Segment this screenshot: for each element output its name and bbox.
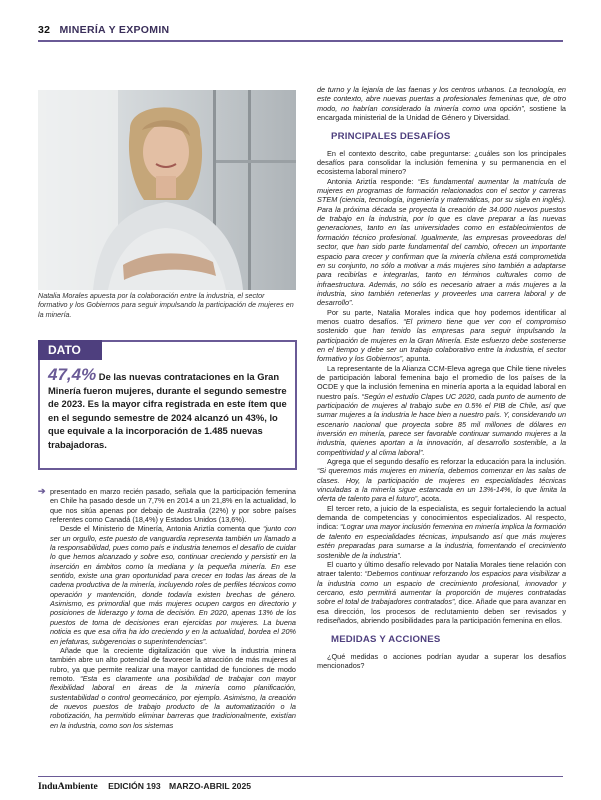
continuation-arrow-icon: ➔ xyxy=(38,486,46,496)
quote-span: de turno y la lejanía de las faenas y los centros urbanos. La tecnología, en este contexto, abre nuevas puertas a profesionales femeninas que, de otro modo, no habrían considerado la minería como una opción”, xyxy=(317,85,566,113)
issue-date: MARZO-ABRIL 2025 xyxy=(169,781,252,791)
text-span: Desde el Ministerio de Minería, Antonia Ariztía comenta que xyxy=(60,524,264,534)
right-paragraph-4 xyxy=(317,364,566,457)
text-span: acota. xyxy=(419,494,442,504)
section-title: MINERÍA Y EXPOMIN xyxy=(59,24,170,36)
quote-span: “Debemos continuar reforzando los espacios para visibilizar a la industria como un espacio de crecimiento profesional, innovador y cercano, esto permitirá aumentar la proporción de mujeres contratadas sobre el total de trabajadores contratados”, xyxy=(317,569,567,607)
quote-span: “El primero tiene que ver con el compromiso sostenido que han tenido las empresas para seguir impulsando la participación de mujeres en la Gran Minería. Este esfuerzo debe sostenerse en el tiempo y debe ser un trabajo colaborativo entre la industria, el sector formativo y los Gobiernos”, xyxy=(317,316,566,364)
right-paragraph-7 xyxy=(317,560,566,625)
dato-text xyxy=(48,365,291,451)
text-span: apunta. xyxy=(404,354,431,364)
quote-span: “Esta es claramente una posibilidad de trabajar con mayor flexibilidad laboral en áreas de la minería como planificación, sustentabilidad o control geomecánico, por ejemplo. Asimismo, la creación de nuevos puestos de trabajo producto de la automatización o la robotización, ha permitido eliminar barreras que tradicionalmente, existían en la industria, como son los sistemas xyxy=(50,673,296,730)
quote-span: “junto con ser un orgullo, este puesto de vanguardia representa también un llamado a la responsabilidad, pues como país e industria tenemos el desafío de cuidar lo que hemos alcanzado y sobre eso, continuar creciendo y persistir en la inserción en ámbitos como la mediana y la pequeña minería. En ese sentido, existe una gran oportunidad para crecer en todas las áreas de la cadena productiva de la minería, incluyendo roles de perfiles técnicos como operación y mantención, donde todavía existen brechas de género. Asimismo, es primordial que más mujeres ocupen cargos en directorio y posiciones de liderazgo y toma de decisión. En 2020, apenas 13% de los puestos de toma de decisiones eran ejercidas por mujeres. La buena noticia es que esa cifra ha ido creciendo y en la actualidad, bordea el 20% en jefaturas, subgerencias o superintendencias”. xyxy=(50,524,296,646)
text-span: Añade que la creciente digitalización que vive la industria minera también abre un alto potencial de favorecer la atracción de más mujeres al rubro, ya que permite realizar una mayor cantidad de funciones de modo remoto. xyxy=(50,645,296,683)
text-span: Agrega que el segundo desafío es reforzar la educación para la inclusión. xyxy=(327,457,566,467)
subheading-principales-desafios: PRINCIPALES DESAFÍOS xyxy=(331,131,451,143)
quote-span: “Lograr una mayor inclusión femenina en minería implica la formación de talento en especialidades técnicas, impulsando así que más mujeres estén preparadas para sumarse a la industria, fomentando el crecimiento sostenible de la industria”. xyxy=(317,522,567,560)
right-paragraph-1: En el contexto descrito, cabe preguntarse: ¿cuáles son los principales desafíos para consolidar la inclusión femenina y su permanencia en el ecosistema laboral minero? xyxy=(317,148,566,177)
right-column xyxy=(317,85,566,670)
text-span: El tercer reto, a juicio de la especialista, es seguir fortaleciendo la actual demanda de competencias y conocimientos especializados. Al respecto, indica: xyxy=(317,503,566,532)
quote-span: “Según el estudio Clapes UC 2020, cada punto de aumento de participación de mujeres al trabajo sube en 0.5% el PIB de Chile, así que sumar mujeres a la industria le hace bien a nuestro país. Y, considerando un escenario nacional que proyecta sobre 85 mil millones de dólares en inversión en minería, parece ser favorable continuar sumando mujeres a la industria, quienes aportan a la innovación, al desarrollo sostenible, a la competitividad y al clima laboral”. xyxy=(317,391,566,457)
page-footer xyxy=(38,781,251,792)
dato-body: De las nuevas contrataciones en la Gran Minería fueron mujeres, durante el segundo semestre de 2023. Es la mayor cifra registrada en este ítem que en el segundo semestre de 2024 alcanzó un 43%, lo que equivale a la incorporación de 1.485 nuevas trabajadoras. xyxy=(48,371,287,450)
dato-label: DATO xyxy=(38,340,102,360)
right-paragraph-3 xyxy=(317,308,566,364)
portrait-illustration xyxy=(38,90,296,290)
right-paragraph-2 xyxy=(317,177,566,308)
footer-divider xyxy=(38,776,563,777)
left-paragraph-1: presentado en marzo recién pasado, señala que la participación femenina en Chile ha pasado desde un 7,7% en 2014 a un 21,8% en la actualidad, lo que nos sitúa apenas por debajo de Australia (22%) y por sobre países referentes como Canadá (18,4%) y Estados Unidos (13,6%). xyxy=(50,487,296,525)
page-number: 32 xyxy=(38,24,51,36)
photo-caption: Natalia Morales apuesta por la colaboración entre la industria, el sector formativo y los Gobiernos para seguir impulsando la participación de mujeres en la minería. xyxy=(38,291,294,319)
quote-span: “Si queremos más mujeres en minería, debemos comenzar en las salas de clases. Hoy, la participación de mujeres en especialidades técnicas vinculadas a la minería sigue estancada en un 13%-14%, lo que limita la oferta de talento para el futuro”, xyxy=(317,466,566,504)
left-paragraph-3 xyxy=(50,646,296,730)
text-span: La representante de la Alianza CCM-Eleva agrega que Chile tiene niveles de participación laboral femenina bajo el promedio de los países de la OCDE y que la inclusión femenina en minería aporta a la equidad laboral en nuestro país. xyxy=(317,363,566,401)
magazine-logo: InduAmbiente xyxy=(38,781,98,792)
header-divider xyxy=(38,40,563,42)
dato-highlight: 47,4% xyxy=(48,365,97,384)
text-span: Antonia Ariztía responde: xyxy=(327,176,418,186)
right-paragraph-0 xyxy=(317,85,566,122)
text-span: El cuarto y último desafío relevado por Natalia Morales tiene relación con atraer talento: xyxy=(317,559,566,579)
edition-label: EDICIÓN 193 xyxy=(108,781,161,791)
text-span: Por su parte, Natalia Morales indica que hoy podemos identificar al menos cuatro desafíos. xyxy=(317,307,566,326)
left-paragraph-2 xyxy=(50,524,296,645)
quote-span: “Es fundamental aumentar la matrícula de mujeres en programas de formación relacionados con el sector y carreras STEM (ciencia, tecnología, ingeniería y matemáticas, por su sigla en inglés). Para la próxima década se proyecta la creación de 34.000 nuevos puestos de trabajo en la industria, por lo que es clave preparar a las nuevas generaciones, tanto en las universidades como en establecimientos de formación técnico profesional. Igualmente, las empresas proveedoras del sector, que han sido parte fundamental del cambio, ofrecen un importante espacio para crecer y confirman que la minería chilena está comprometida en su conjunto, no sólo a motivar a más mujeres sino también a adaptarse para recibirlas e integrarlas, tanto en términos culturales como de infraestructura. Además, no sólo es necesario atraer a más mujeres a la industria, sino también retenerlas y proveerles una carrera laboral y de desarrollo”. xyxy=(317,176,567,308)
text-span: sostiene la encargada ministerial de la Unidad de Género y Diversidad. xyxy=(317,103,566,123)
page-header xyxy=(38,24,169,36)
right-paragraph-8: ¿Qué medidas o acciones podrían ayudar a superar los desafíos mencionados? xyxy=(317,651,566,670)
left-column xyxy=(50,487,296,730)
right-paragraph-6 xyxy=(317,504,566,560)
portrait-photo xyxy=(38,90,296,290)
right-paragraph-5 xyxy=(317,457,566,504)
subheading-medidas-acciones: MEDIDAS Y ACCIONES xyxy=(331,634,441,646)
text-span: dice. Añade que para avanzar en esa dirección, los procesos de reclutamiento deben ser revisados y rediseñados, abriendo posibilidades para la participación femenina en ellos. xyxy=(317,597,566,625)
